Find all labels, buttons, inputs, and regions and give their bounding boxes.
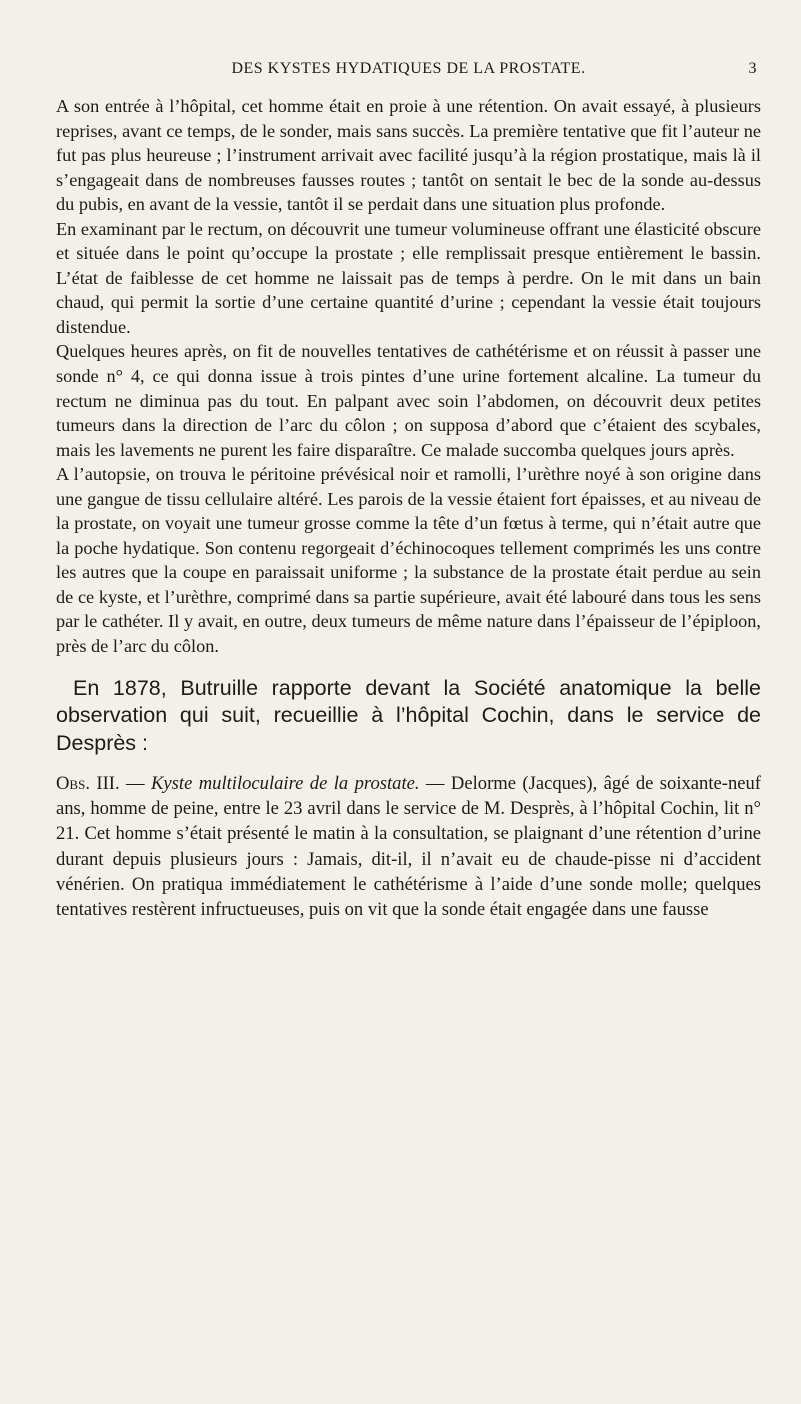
running-header: [56, 60, 761, 86]
observation-body: — Delorme (Jacques), âgé de soixante-neuf ans, homme de peine, entre le 23 avril dans le service de M. Desprès, à l’hôpital Cochin, lit n° 21. Cet homme s’était présenté le matin à la consultation, se plaignant d’une rétention d’urine durant depuis plusieurs jours : Jamais, dit-il, il n’avait eu de chaude-pisse ni d’accident vénérien. On pratiqua immédiatement le cathétérisme à l’aide d’une sonde molle; quelques tentatives restèrent infructueuses, puis on vit que la sonde était engagée dans une fausse: [56, 773, 761, 921]
page-number: 3: [748, 60, 757, 77]
observation-dash: —: [119, 773, 152, 795]
intro-paragraph: En 1878, Butruille rapporte devant la Société anatomique la belle observation qui suit, recueillie à l’hôpital Cochin, dans le service de Desprès :: [56, 675, 761, 755]
running-title: DES KYSTES HYDATIQUES DE LA PROSTATE.: [231, 60, 586, 77]
paragraph: A l’autopsie, on trouva le péritoine prévésical noir et ramolli, l’urèthre noyé à son origine dans une gangue de tissu cellulaire altéré. Les parois de la vessie étaient fort épaisses, et au niveau de la prostate, on voyait une tumeur grosse comme la tête d’un fœtus à terme, qui n’était autre que la poche hydatique. Son contenu regorgeait d’échinocoques tellement comprimés les uns contre les autres que la coupe en paraissait uniforme ; la substance de la prostate était perdue au sein de ce kyste, et l’urèthre, comprimé dans sa partie supérieure, avait été labouré dans tous les sens par le cathéter. Il y avait, en outre, deux tumeurs de même nature dans l’épaisseur de l’épiploon, près de l’arc du côlon.: [56, 464, 761, 657]
paragraph: A son entrée à l’hôpital, cet homme était en proie à une rétention. On avait essayé, à plusieurs reprises, avant ce temps, de le sonder, mais sans succès. La première tentative que fit l’auteur ne fut pas plus heureuse ; l’instrument arrivait avec facilité jusqu’à la région prostatique, mais là il s’engageait dans de nombreuses fausses routes ; tantôt on sentait le bec de la sonde au-dessus du pubis, en avant de la vessie, tantôt il se perdait dans une situation plus profonde.: [56, 96, 761, 215]
paragraph: En examinant par le rectum, on découvrit une tumeur volumineuse offrant une élasticité obscure et située dans le point qu’occupe la prostate ; elle remplissait presque entièrement le bassin. L’état de faiblesse de cet homme ne laissait pas de temps à perdre. On le mit dans un bain chaud, qui permit la sortie d’une certaine quantité d’urine ; cependant la vessie était toujours distendue.: [56, 218, 761, 337]
paragraph: Quelques heures après, on fit de nouvelles tentatives de cathétérisme et on réussit à passer une sonde n° 4, ce qui donna issue à trois pintes d’une urine fortement alcaline. La tumeur du rectum ne diminua pas du tout. En palpant avec soin l’abdomen, on découvrit deux petites tumeurs dans la direction de l’arc du côlon ; on supposa d’abord que c’étaient des scybales, mais les lavements ne purent les faire disparaître. Ce malade succomba quelques jours après.: [56, 341, 761, 460]
body-text: [56, 94, 761, 922]
observation-label: Obs. III.: [56, 773, 120, 795]
observation-paragraph: [56, 771, 761, 922]
observation-title: Kyste multiloculaire de la prostate.: [151, 773, 420, 795]
